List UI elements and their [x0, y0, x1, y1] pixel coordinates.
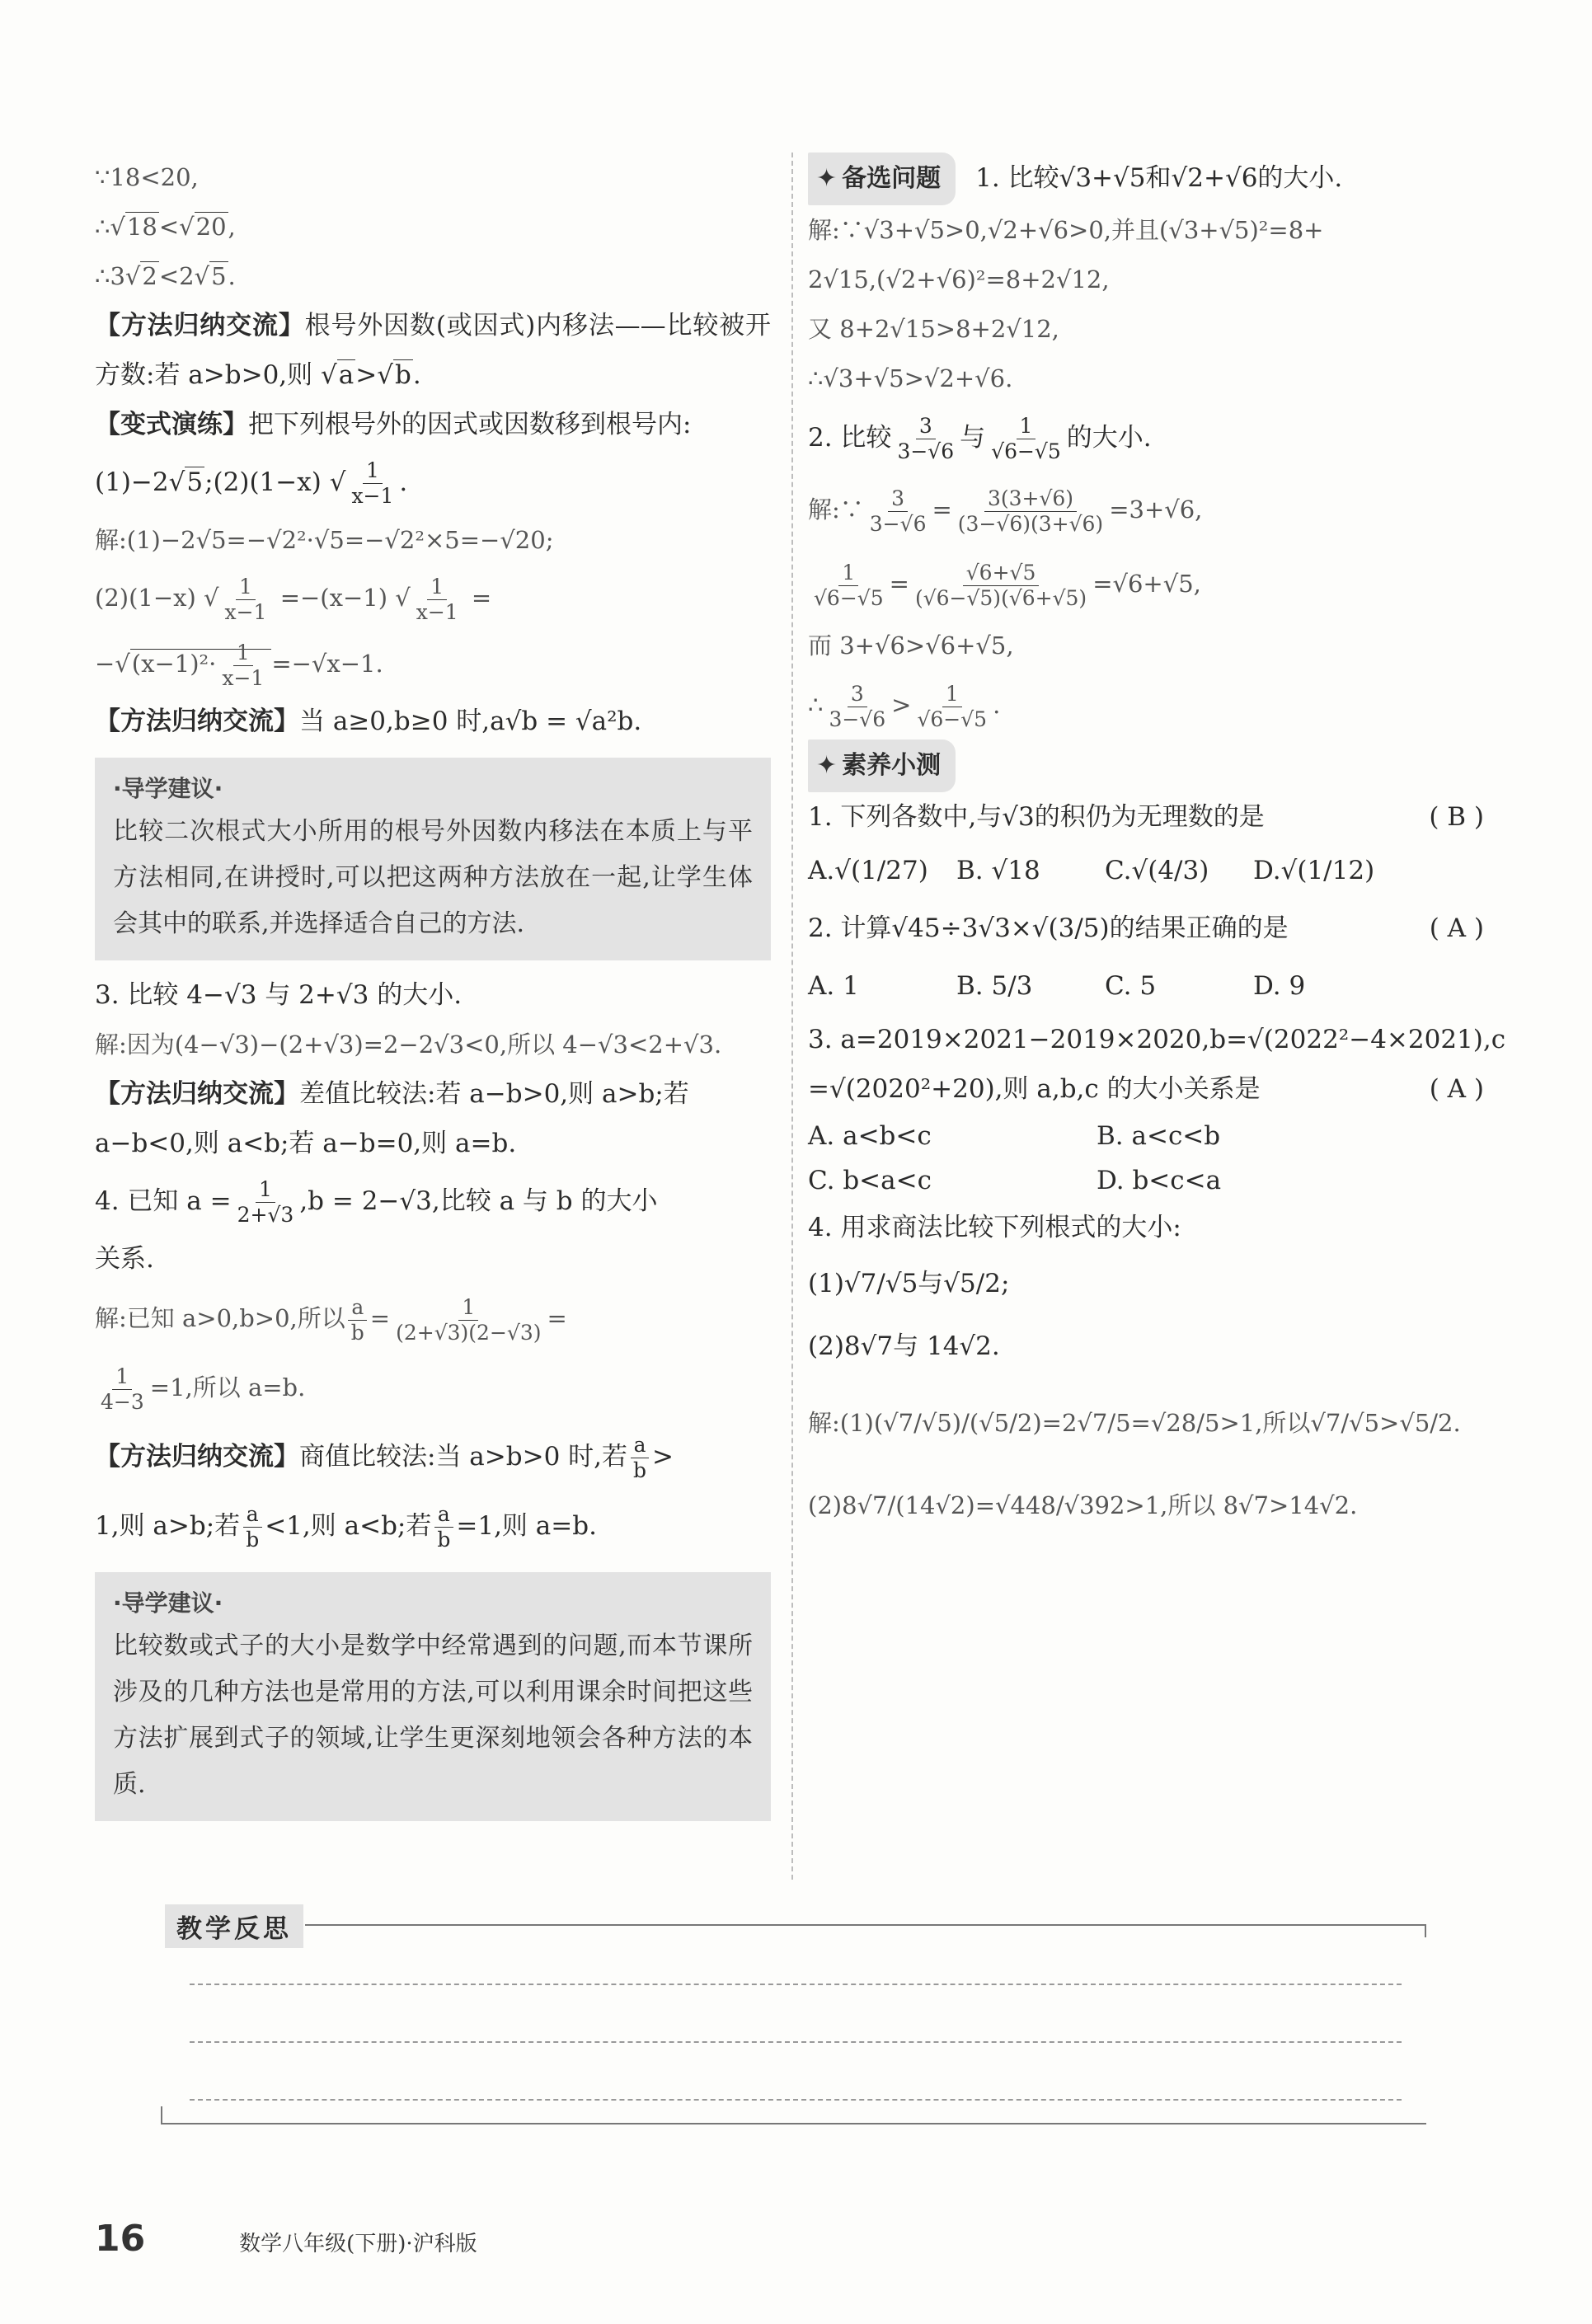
answer: ( A )	[1429, 913, 1484, 943]
column-divider	[791, 153, 793, 1880]
solution-line: 解:因为(4−√3)−(2+√3)=2−2√3<0,所以 4−√3<2+√3.	[95, 1031, 722, 1059]
method-summary-4-cont: 1,则 a>b;若 $\frac{a}{b}$ <1,则 a<b;若 $\frac{a}{b}$ =1,则 a=b.	[95, 1502, 597, 1552]
solution-line: $\frac{1}{√6-√5}$ = $\frac{√6+√5}{(√6-√5)(√6+√5)}$ =√6+√5,	[814, 560, 1201, 610]
solution-line: 2√15,(√2+√6)²=8+2√12,	[808, 265, 1110, 293]
test-question-4: 4. 用求商法比较下列根式的大小:	[808, 1213, 1181, 1242]
right-column	[808, 153, 1506, 1542]
solution-line: ∴ $\frac{3}{3-√6}$ > $\frac{1}{√6-√5}$ .	[808, 681, 1001, 731]
option-a: A. 1	[808, 971, 859, 1001]
reflection-title: 教学反思	[165, 1904, 303, 1948]
divider	[1425, 1924, 1426, 1937]
solution-line: 解:∵√3+√5>0,√2+√6>0,并且(√3+√5)²=8+	[808, 216, 1324, 244]
variant-exercise: 【变式演练】把下列根号外的因式或因数移到根号内:	[95, 410, 692, 439]
solution-line: 解:(1)(√7/√5)/(√5/2)=2√7/5=√28/5>1,所以√7/√5>√5/2.	[808, 1409, 1461, 1437]
section-tag: ✦ 素养小测	[808, 739, 956, 792]
option-a: A. a<b<c	[808, 1121, 932, 1151]
solution-line: 解:(1)−2√5=−√2²·√5=−√2²×5=−√20;	[95, 526, 554, 554]
page-number: 16	[95, 2218, 146, 2260]
literacy-test-header	[808, 739, 1492, 792]
writing-line	[190, 1984, 1402, 1985]
answer: ( A )	[1429, 1074, 1484, 1104]
book-title: 数学八年级(下册)·沪科版	[239, 2232, 477, 2256]
options	[808, 957, 1492, 1015]
diamond-star-icon: ✦	[816, 751, 838, 780]
option-d: D. 9	[1253, 971, 1306, 1001]
solution-line: (2)8√7/(14√2)=√448/√392>1,所以 8√7>14√2.	[808, 1491, 1358, 1519]
suggestion-text: 比较二次根式大小所用的根号外因数内移法在本质上与平方法相同,在讲授时,可以把这两种方法放在一起,让学生体会其中的联系,并选择适合自己的方法.	[113, 817, 753, 938]
test-question-3: 3. a=2019×2021−2019×2020,b=√(2022²−4×2021),c	[808, 1025, 1506, 1054]
option-c: C. b<a<c	[808, 1166, 932, 1195]
solution-line: 解:已知 a>0,b>0,所以 $\frac{a}{b}$ = $\frac{1}{(2+√3)(2-√3)}$ =	[95, 1294, 567, 1345]
test-question-4-part1: (1)√7/√5与√5/2;	[808, 1269, 1010, 1298]
teaching-suggestion-1	[95, 758, 771, 960]
option-c: C.√(4/3)	[1105, 856, 1209, 885]
page-footer	[95, 2218, 477, 2260]
writing-line	[190, 2041, 1402, 2043]
teaching-suggestion-2	[95, 1572, 771, 1821]
method-summary-4: 【方法归纳交流】商值比较法:当 a>b>0 时,若 $\frac{a}{b}$ >	[95, 1433, 674, 1482]
divider	[305, 1924, 1426, 1926]
option-b: B. a<c<b	[1097, 1121, 1221, 1151]
divider	[161, 2106, 162, 2123]
solution-line: 解:∵ $\frac{3}{3-√6}$ = $\frac{3(3+√6)}{(3-√6)(3+√6)}$ =3+√6,	[808, 486, 1203, 536]
solution-line: (2)(1−x) √ $\frac{1}{x-1}$ =−(x−1) √ $\frac{1}{x-1}$ =	[95, 574, 492, 624]
option-a: A.√(1/27)	[808, 856, 928, 885]
method-summary-3: 【方法归纳交流】差值比较法:若 a−b>0,则 a>b;若 a−b<0,则 a<b;若 a−b=0,则 a=b.	[95, 1079, 689, 1158]
options	[808, 1114, 1492, 1158]
solution-line: 又 8+2√15>8+2√12,	[808, 315, 1059, 343]
variant-question: (1)−2√5;(2)(1−x) √ $\frac{1}{x-1}$ .	[95, 458, 408, 508]
text-line: ∵18<20,	[95, 163, 199, 191]
test-question-1: 1. 下列各数中,与√3的积仍为无理数的是 ( B )	[808, 792, 1492, 842]
divider	[161, 2123, 1426, 2124]
teaching-reflection	[165, 1904, 1426, 2127]
text-line: ∴3√2<2√5.	[95, 262, 236, 290]
test-question-2: 2. 计算√45÷3√3×√(3/5)的结果正确的是 ( A )	[808, 899, 1492, 957]
suggestion-text: 比较数或式子的大小是数学中经常遇到的问题,而本节课所涉及的几种方法也是常用的方法,可以利用课余时间把这些方法扩展到式子的领域,让学生更深刻地领会各种方法的本质.	[113, 1631, 753, 1799]
suggestion-title: ·导学建议·	[113, 775, 223, 802]
option-b: B. √18	[956, 856, 1040, 885]
alt-question-2: 2. 比较 $\frac{3}{3-√6}$ 与 $\frac{1}{√6-√5}$ 的大小.	[808, 414, 1152, 463]
question-4-cont: 关系.	[95, 1244, 154, 1274]
test-question-3-cont: =√(2020²+20),则 a,b,c 的大小关系是 ( A )	[808, 1064, 1492, 1114]
option-b: B. 5/3	[956, 971, 1033, 1001]
test-question-4-part2: (2)8√7与 14√2.	[808, 1331, 1000, 1361]
option-d: D.√(1/12)	[1253, 856, 1375, 885]
question-4: 4. 已知 a = $\frac{1}{2+√3}$ ,b = 2−√3,比较 a 与 b 的大小	[95, 1177, 658, 1227]
diamond-star-icon: ✦	[816, 164, 838, 193]
options	[808, 1158, 1492, 1203]
option-d: D. b<c<a	[1097, 1166, 1222, 1195]
solution-line: 而 3+√6>√6+√5,	[808, 631, 1014, 660]
question-3: 3. 比较 4−√3 与 2+√3 的大小.	[95, 980, 463, 1010]
alternative-questions-header: ✦ 备选问题 1. 比较√3+√5和√2+√6的大小.	[808, 153, 1492, 205]
option-c: C. 5	[1105, 971, 1157, 1001]
left-column	[95, 153, 771, 1831]
section-tag: ✦ 备选问题	[808, 153, 956, 205]
writing-line	[190, 2099, 1402, 2101]
solution-line: $\frac{1}{4-3}$ =1,所以 a=b.	[101, 1364, 306, 1414]
suggestion-title: ·导学建议·	[113, 1589, 223, 1617]
options	[808, 842, 1492, 899]
solution-line: −√(x−1)²· $\frac{1}{x-1}$ =−√x−1.	[95, 640, 383, 690]
method-summary-2: 【方法归纳交流】当 a≥0,b≥0 时,a√b = √a²b.	[95, 707, 642, 736]
method-summary-1: 【方法归纳交流】根号外因数(或因式)内移法——比较被开方数:若 a>b>0,则 √a>√b.	[95, 311, 772, 390]
solution-line: ∴√3+√5>√2+√6.	[808, 364, 1013, 392]
text-line: ∴√18<√20,	[95, 213, 236, 241]
answer: ( B )	[1429, 802, 1484, 832]
